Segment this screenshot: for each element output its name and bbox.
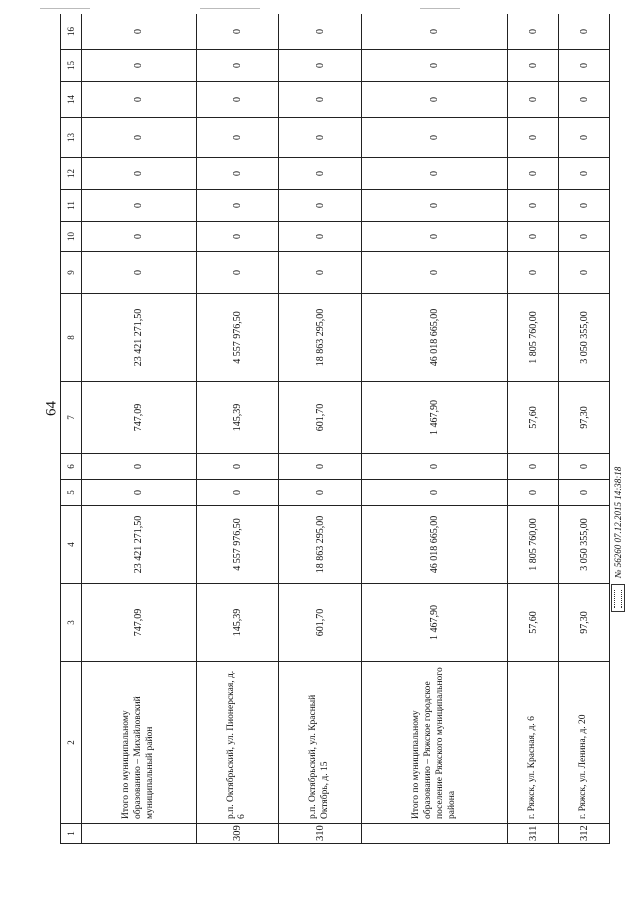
value-cell-c14: 0	[361, 82, 508, 118]
value-cell-c14: 0	[559, 82, 610, 118]
value-cell-c10: 0	[279, 222, 362, 252]
value-cell-c4: 1 805 760,00	[508, 506, 559, 584]
value-cell-c16: 0	[508, 14, 559, 50]
column-index-7: 7	[61, 382, 82, 454]
value-cell-c7: 97,30	[559, 382, 610, 454]
value-cell-c13: 0	[361, 118, 508, 158]
column-index-1: 1	[61, 824, 82, 844]
value-cell-c6: 0	[559, 454, 610, 480]
value-cell-c5: 0	[508, 480, 559, 506]
value-cell-c8: 3 050 355,00	[559, 294, 610, 382]
column-index-10: 10	[61, 222, 82, 252]
table-row	[196, 14, 279, 844]
value-cell-c14: 0	[279, 82, 362, 118]
column-index-8: 8	[61, 294, 82, 382]
address-cell: р.п. Октябрьский, ул. Пионерская, д. 6	[196, 662, 279, 824]
value-cell-c7: 747,09	[82, 382, 197, 454]
value-cell-c11: 0	[559, 190, 610, 222]
value-cell-c11: 0	[508, 190, 559, 222]
value-cell-c3: 747,09	[82, 584, 197, 662]
scan-mark	[420, 8, 460, 9]
value-cell-c12: 0	[559, 158, 610, 190]
row-number-cell: 311	[508, 824, 559, 844]
value-cell-c15: 0	[508, 50, 559, 82]
value-cell-c15: 0	[82, 50, 197, 82]
table-row	[559, 14, 610, 844]
value-cell-c6: 0	[279, 454, 362, 480]
value-cell-c7: 1 467,90	[361, 382, 508, 454]
value-cell-c11: 0	[361, 190, 508, 222]
row-number-cell: 310	[279, 824, 362, 844]
data-table	[60, 14, 610, 844]
value-cell-c3: 1 467,90	[361, 584, 508, 662]
row-number-cell: 309	[196, 824, 279, 844]
value-cell-c5: 0	[361, 480, 508, 506]
address-cell: г. Ряжск, ул. Ленина, д. 20	[559, 662, 610, 824]
value-cell-c11: 0	[82, 190, 197, 222]
table-row	[279, 14, 362, 844]
value-cell-c7: 145,39	[196, 382, 279, 454]
value-cell-c16: 0	[196, 14, 279, 50]
column-index-13: 13	[61, 118, 82, 158]
value-cell-c10: 0	[559, 222, 610, 252]
value-cell-c10: 0	[82, 222, 197, 252]
value-cell-c7: 57,60	[508, 382, 559, 454]
scan-mark	[200, 8, 260, 9]
value-cell-c4: 4 557 976,50	[196, 506, 279, 584]
row-number-cell: 312	[559, 824, 610, 844]
value-cell-c3: 145,39	[196, 584, 279, 662]
address-cell: Итого по муниципальному образованию – Михайловский муниципальный район	[82, 662, 197, 824]
value-cell-c9: 0	[82, 252, 197, 294]
table-row	[361, 14, 508, 844]
value-cell-c6: 0	[196, 454, 279, 480]
row-number-cell	[361, 824, 508, 844]
value-cell-c15: 0	[279, 50, 362, 82]
column-index-row	[61, 14, 82, 844]
value-cell-c5: 0	[559, 480, 610, 506]
address-cell: р.п. Октябрьский, ул. Красный Октябрь, д. 15	[279, 662, 362, 824]
value-cell-c4: 18 863 295,00	[279, 506, 362, 584]
value-cell-c10: 0	[361, 222, 508, 252]
value-cell-c3: 57,60	[508, 584, 559, 662]
value-cell-c11: 0	[196, 190, 279, 222]
value-cell-c12: 0	[279, 158, 362, 190]
value-cell-c9: 0	[559, 252, 610, 294]
registration-stamp	[608, 322, 628, 612]
value-cell-c13: 0	[508, 118, 559, 158]
value-cell-c6: 0	[82, 454, 197, 480]
value-cell-c16: 0	[559, 14, 610, 50]
address-cell: Итого по муниципальному образованию – Ряжское городское поселение Ряжского муниципального района	[361, 662, 508, 824]
value-cell-c4: 46 018 665,00	[361, 506, 508, 584]
row-number-cell	[82, 824, 197, 844]
value-cell-c15: 0	[196, 50, 279, 82]
value-cell-c12: 0	[361, 158, 508, 190]
value-cell-c6: 0	[508, 454, 559, 480]
value-cell-c14: 0	[508, 82, 559, 118]
value-cell-c10: 0	[196, 222, 279, 252]
column-index-3: 3	[61, 584, 82, 662]
value-cell-c8: 4 557 976,50	[196, 294, 279, 382]
value-cell-c11: 0	[279, 190, 362, 222]
column-index-16: 16	[61, 14, 82, 50]
column-index-14: 14	[61, 82, 82, 118]
value-cell-c7: 601,70	[279, 382, 362, 454]
value-cell-c6: 0	[361, 454, 508, 480]
value-cell-c5: 0	[196, 480, 279, 506]
stamp-seal-icon	[611, 584, 625, 612]
column-index-12: 12	[61, 158, 82, 190]
column-index-6: 6	[61, 454, 82, 480]
value-cell-c10: 0	[508, 222, 559, 252]
stamp-text: № 56260 07.12.2015 14:38:18	[613, 466, 623, 578]
value-cell-c3: 97,30	[559, 584, 610, 662]
value-cell-c13: 0	[196, 118, 279, 158]
value-cell-c9: 0	[508, 252, 559, 294]
column-index-15: 15	[61, 50, 82, 82]
value-cell-c15: 0	[361, 50, 508, 82]
table-row	[508, 14, 559, 844]
column-index-5: 5	[61, 480, 82, 506]
value-cell-c16: 0	[82, 14, 197, 50]
value-cell-c16: 0	[361, 14, 508, 50]
value-cell-c14: 0	[82, 82, 197, 118]
table-container	[60, 14, 610, 844]
value-cell-c4: 3 050 355,00	[559, 506, 610, 584]
value-cell-c8: 23 421 271,50	[82, 294, 197, 382]
column-index-4: 4	[61, 506, 82, 584]
value-cell-c8: 1 805 760,00	[508, 294, 559, 382]
column-index-11: 11	[61, 190, 82, 222]
column-index-9: 9	[61, 252, 82, 294]
table-row	[82, 14, 197, 844]
value-cell-c5: 0	[279, 480, 362, 506]
value-cell-c8: 46 018 665,00	[361, 294, 508, 382]
address-cell: г. Ряжск, ул. Красная, д. 6	[508, 662, 559, 824]
value-cell-c15: 0	[559, 50, 610, 82]
value-cell-c12: 0	[82, 158, 197, 190]
value-cell-c8: 18 863 295,00	[279, 294, 362, 382]
value-cell-c9: 0	[279, 252, 362, 294]
value-cell-c12: 0	[508, 158, 559, 190]
scan-mark	[40, 8, 90, 9]
value-cell-c13: 0	[279, 118, 362, 158]
value-cell-c5: 0	[82, 480, 197, 506]
value-cell-c9: 0	[361, 252, 508, 294]
page-number: 64	[43, 401, 60, 416]
value-cell-c13: 0	[559, 118, 610, 158]
value-cell-c14: 0	[196, 82, 279, 118]
value-cell-c3: 601,70	[279, 584, 362, 662]
value-cell-c4: 23 421 271,50	[82, 506, 197, 584]
value-cell-c16: 0	[279, 14, 362, 50]
value-cell-c12: 0	[196, 158, 279, 190]
value-cell-c13: 0	[82, 118, 197, 158]
column-index-2: 2	[61, 662, 82, 824]
value-cell-c9: 0	[196, 252, 279, 294]
